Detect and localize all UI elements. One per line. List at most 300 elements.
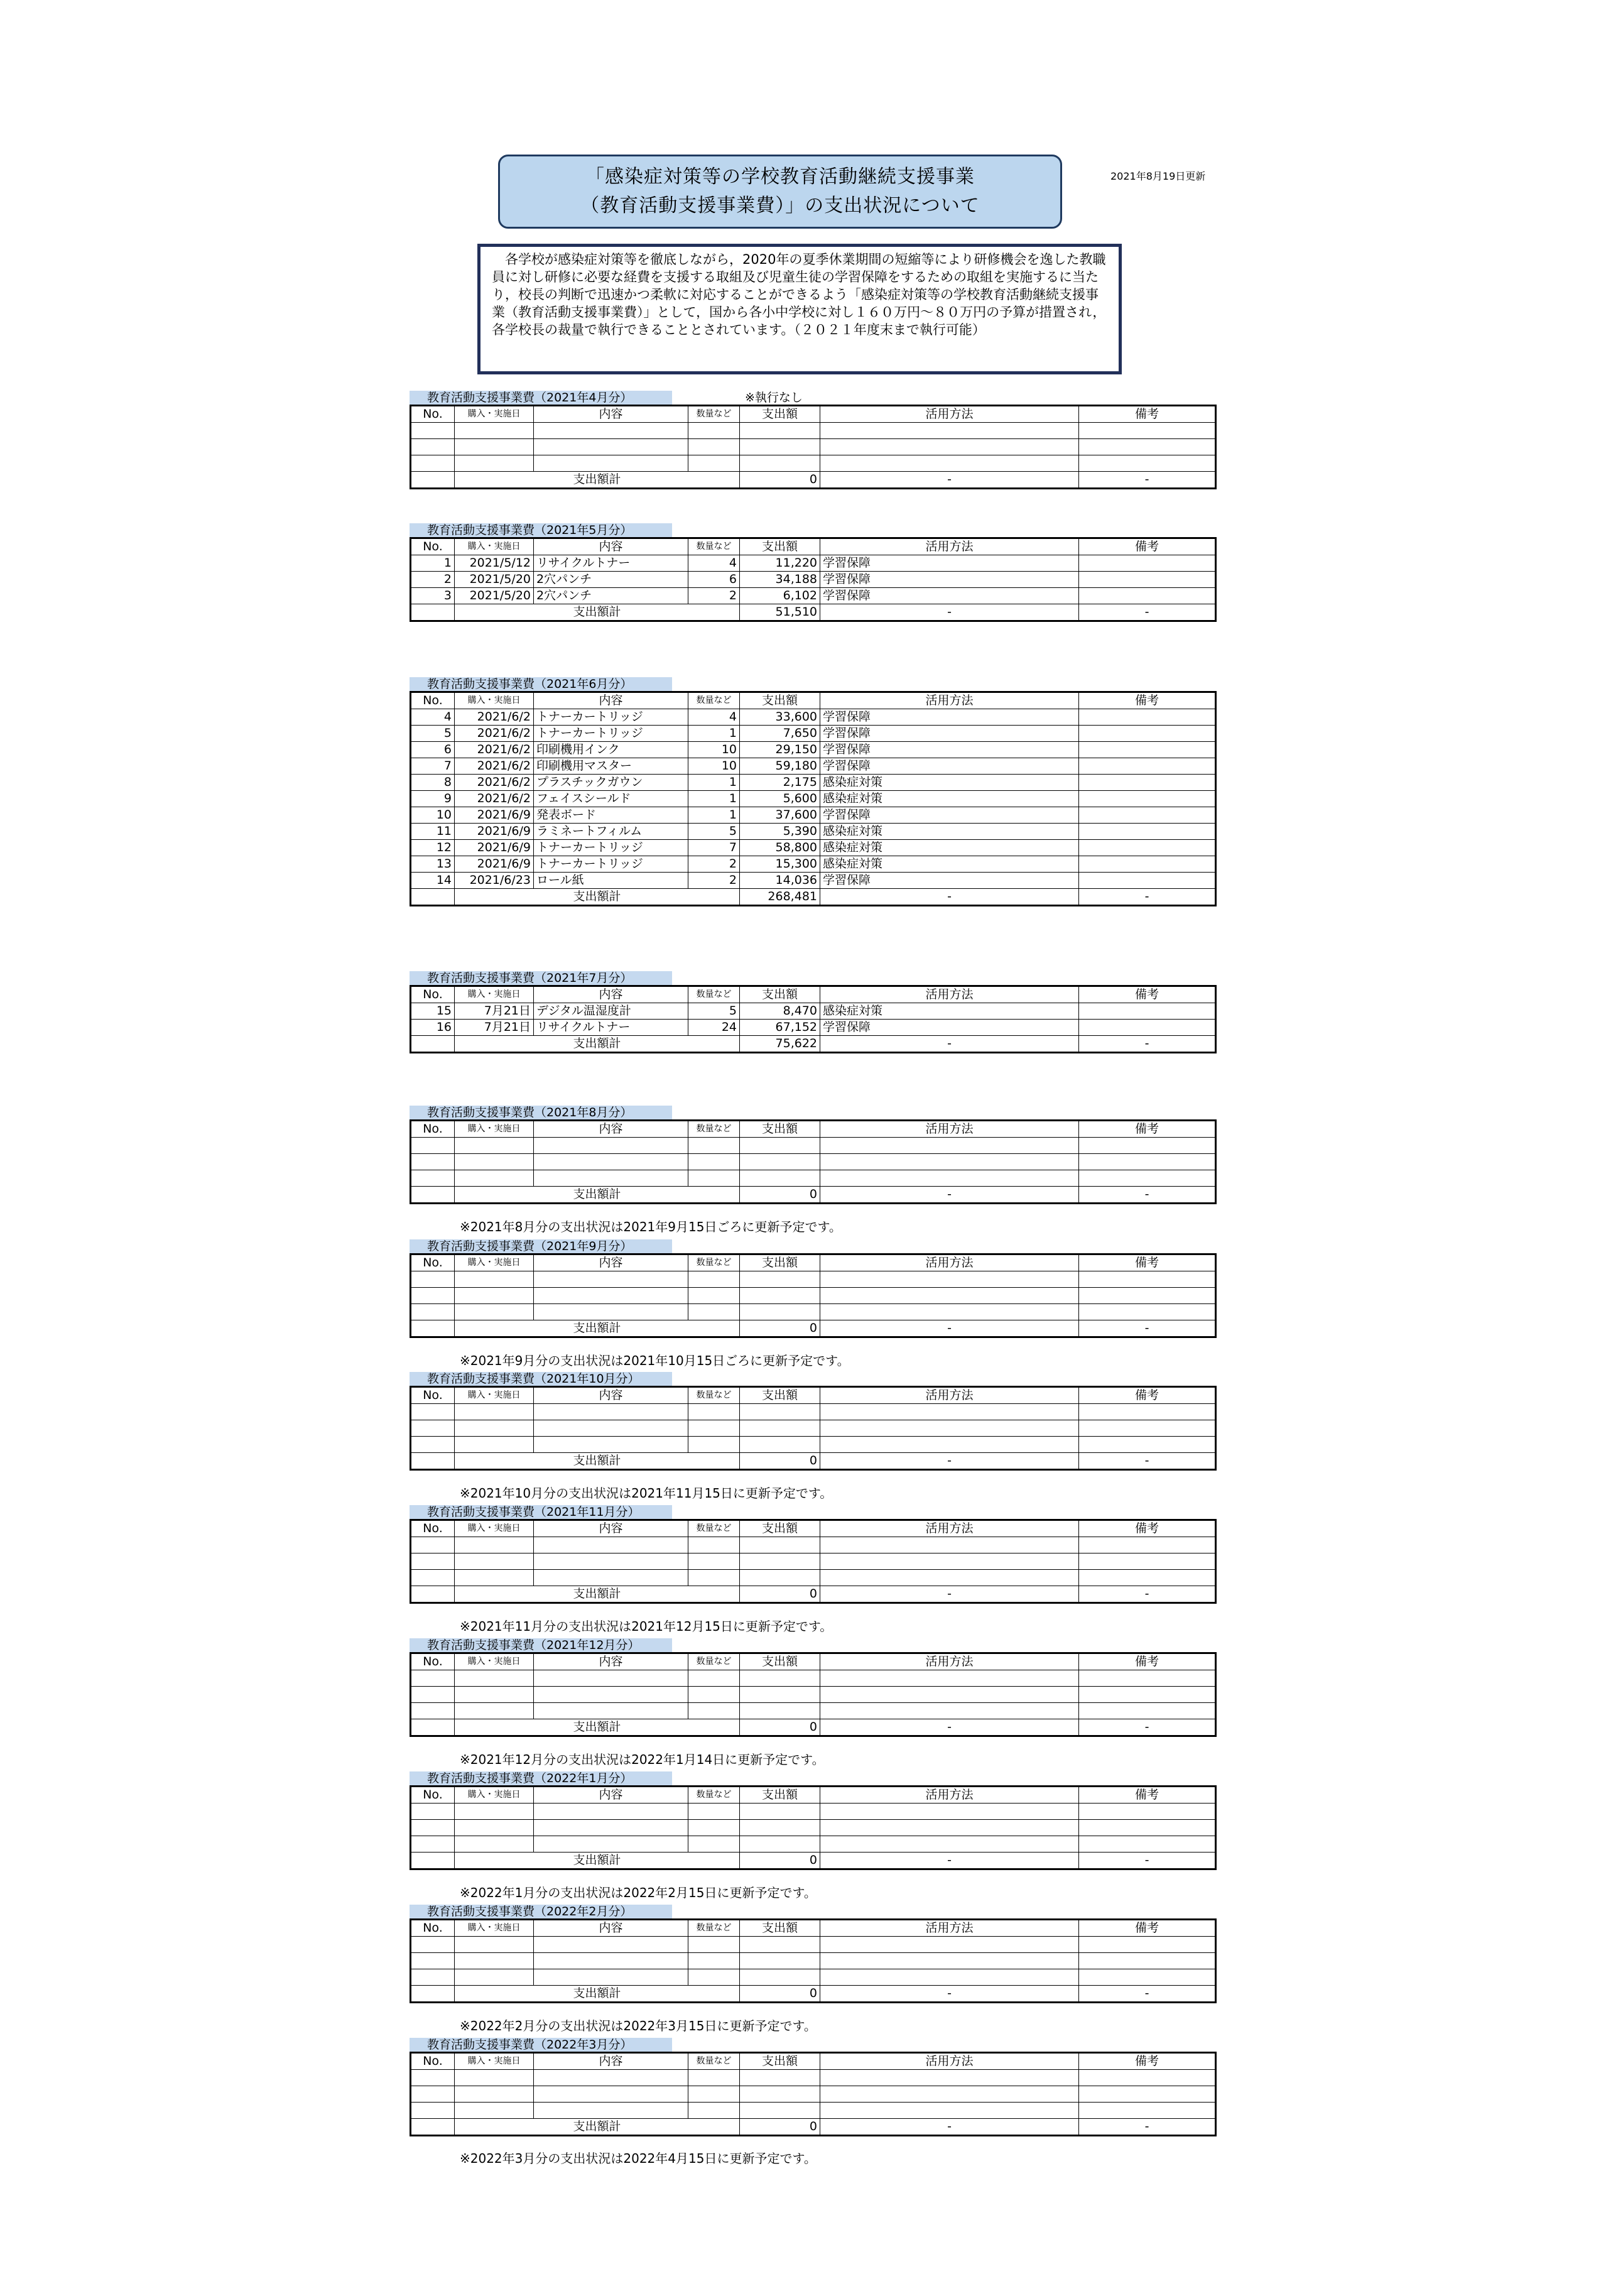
- update-date: 2021年8月19日更新: [1110, 170, 1206, 182]
- cell-qty: 1: [688, 791, 740, 807]
- table-row: [411, 572, 1216, 588]
- header-amount: 支出額: [740, 538, 820, 555]
- empty-cell: [1079, 1937, 1216, 1953]
- empty-cell: [740, 1804, 820, 1820]
- empty-cell: [411, 1937, 455, 1953]
- header-qty: 数量など: [688, 1787, 740, 1804]
- header-no: No.: [411, 1121, 455, 1138]
- empty-cell: [455, 1420, 534, 1437]
- header-remarks: 備考: [1079, 1920, 1216, 1937]
- table-row-empty: [411, 1804, 1216, 1820]
- cell-content: トナーカートリッジ: [534, 856, 688, 873]
- empty-cell: [534, 2103, 688, 2119]
- total-usage-dash: -: [820, 1586, 1079, 1603]
- cell-content: トナーカートリッジ: [534, 840, 688, 856]
- table-row-empty: [411, 2103, 1216, 2119]
- header-usage: 活用方法: [820, 692, 1079, 709]
- empty-cell: [534, 1304, 688, 1320]
- total-row: [411, 1320, 1216, 1337]
- cell-usage: 学習保障: [820, 742, 1079, 758]
- empty-cell: [455, 1703, 534, 1719]
- cell-usage: 感染症対策: [820, 824, 1079, 840]
- empty-cell: [740, 1404, 820, 1420]
- cell-date: 2021/6/2: [455, 742, 534, 758]
- empty-cell: [411, 1288, 455, 1304]
- empty-cell: [455, 1138, 534, 1154]
- cell-usage: 学習保障: [820, 555, 1079, 572]
- header-date: 購入・実施日: [455, 1520, 534, 1537]
- header-remarks: 備考: [1079, 986, 1216, 1003]
- cell-date: 2021/6/2: [455, 709, 534, 726]
- header-content: 内容: [534, 1920, 688, 1937]
- empty-cell: [411, 1154, 455, 1170]
- empty-cell: [534, 1537, 688, 1553]
- cell-no: 7: [411, 758, 455, 775]
- empty-cell: [820, 423, 1079, 439]
- header-qty: 数量など: [688, 1121, 740, 1138]
- cell-no: 3: [411, 588, 455, 604]
- total-row: [411, 889, 1216, 906]
- empty-cell: [1079, 1404, 1216, 1420]
- empty-cell: [740, 1304, 820, 1320]
- empty-cell: [534, 1804, 688, 1820]
- header-date: 購入・実施日: [455, 2053, 534, 2070]
- table-row: [411, 775, 1216, 791]
- header-qty: 数量など: [688, 1920, 740, 1937]
- cell-remarks: [1079, 555, 1216, 572]
- cell-amount: 2,175: [740, 775, 820, 791]
- empty-cell: [1079, 1271, 1216, 1288]
- header-date: 購入・実施日: [455, 406, 534, 423]
- table-header-row: [411, 538, 1216, 555]
- cell-no: 15: [411, 1003, 455, 1020]
- empty-cell: [534, 1836, 688, 1853]
- header-amount: 支出額: [740, 1520, 820, 1537]
- header-usage: 活用方法: [820, 1121, 1079, 1138]
- empty-cell: [688, 1937, 740, 1953]
- expenditure-section: [410, 677, 1215, 906]
- empty-cell: [688, 1820, 740, 1836]
- empty-cell: [411, 1836, 455, 1853]
- header-amount: 支出額: [740, 1653, 820, 1670]
- update-footnote: ※2022年3月分の支出状況は2022年4月15日に更新予定です。: [460, 2151, 817, 2166]
- update-footnote: ※2021年9月分の支出状況は2021年10月15日ごろに更新予定です。: [460, 1353, 850, 1368]
- total-remarks-dash: -: [1079, 1036, 1216, 1053]
- expenditure-table: [410, 1918, 1217, 2003]
- table-row-empty: [411, 1271, 1216, 1288]
- total-amount: 0: [740, 2119, 820, 2136]
- update-footnote: ※2022年2月分の支出状況は2022年3月15日に更新予定です。: [460, 2018, 817, 2033]
- table-row: [411, 840, 1216, 856]
- empty-cell: [534, 2070, 688, 2086]
- cell-date: 7月21日: [455, 1020, 534, 1036]
- header-content: 内容: [534, 2053, 688, 2070]
- total-remarks-dash: -: [1079, 1986, 1216, 2003]
- total-spacer: [411, 604, 455, 621]
- empty-cell: [1079, 439, 1216, 455]
- header-content: 内容: [534, 1653, 688, 1670]
- empty-cell: [411, 1703, 455, 1719]
- cell-amount: 5,600: [740, 791, 820, 807]
- empty-cell: [1079, 1670, 1216, 1687]
- empty-cell: [820, 1804, 1079, 1820]
- total-amount: 51,510: [740, 604, 820, 621]
- header-content: 内容: [534, 1387, 688, 1404]
- table-row-empty: [411, 1420, 1216, 1437]
- cell-remarks: [1079, 742, 1216, 758]
- empty-cell: [1079, 1288, 1216, 1304]
- empty-cell: [688, 423, 740, 439]
- expenditure-section: [410, 1905, 1215, 2003]
- empty-cell: [411, 1687, 455, 1703]
- total-spacer: [411, 1853, 455, 1869]
- total-spacer: [411, 1320, 455, 1337]
- cell-date: 2021/5/12: [455, 555, 534, 572]
- header-usage: 活用方法: [820, 1653, 1079, 1670]
- table-row-empty: [411, 1138, 1216, 1154]
- table-row-empty: [411, 2086, 1216, 2103]
- cell-qty: 5: [688, 824, 740, 840]
- cell-remarks: [1079, 873, 1216, 889]
- table-row-empty: [411, 2070, 1216, 2086]
- update-footnote: ※2021年11月分の支出状況は2021年12月15日に更新予定です。: [460, 1619, 833, 1634]
- empty-cell: [740, 1570, 820, 1586]
- empty-cell: [820, 1553, 1079, 1570]
- empty-cell: [1079, 1138, 1216, 1154]
- table-row-empty: [411, 1154, 1216, 1170]
- header-date: 購入・実施日: [455, 1121, 534, 1138]
- header-no: No.: [411, 406, 455, 423]
- empty-cell: [411, 1170, 455, 1187]
- total-row: [411, 1187, 1216, 1204]
- empty-cell: [1079, 1553, 1216, 1570]
- empty-cell: [455, 1404, 534, 1420]
- header-remarks: 備考: [1079, 692, 1216, 709]
- total-amount: 0: [740, 1719, 820, 1736]
- header-date: 購入・実施日: [455, 1254, 534, 1271]
- table-row: [411, 758, 1216, 775]
- table-row-empty: [411, 1553, 1216, 1570]
- total-amount: 0: [740, 1320, 820, 1337]
- header-usage: 活用方法: [820, 1387, 1079, 1404]
- update-footnote: ※2021年10月分の支出状況は2021年11月15日に更新予定です。: [460, 1486, 833, 1501]
- cell-remarks: [1079, 709, 1216, 726]
- cell-no: 16: [411, 1020, 455, 1036]
- empty-cell: [534, 1820, 688, 1836]
- header-remarks: 備考: [1079, 1787, 1216, 1804]
- header-remarks: 備考: [1079, 2053, 1216, 2070]
- header-no: No.: [411, 1387, 455, 1404]
- table-header-row: [411, 1920, 1216, 1937]
- empty-cell: [534, 1271, 688, 1288]
- table-row-empty: [411, 1404, 1216, 1420]
- empty-cell: [455, 1836, 534, 1853]
- expenditure-section: [410, 971, 1215, 1053]
- total-remarks-dash: -: [1079, 1453, 1216, 1470]
- cell-usage: 学習保障: [820, 709, 1079, 726]
- expenditure-section: [410, 1771, 1215, 1870]
- cell-content: デジタル温湿度計: [534, 1003, 688, 1020]
- total-usage-dash: -: [820, 1187, 1079, 1204]
- header-content: 内容: [534, 692, 688, 709]
- total-remarks-dash: -: [1079, 1586, 1216, 1603]
- expenditure-section: [410, 1505, 1215, 1604]
- total-amount: 0: [740, 1187, 820, 1204]
- table-header-row: [411, 1254, 1216, 1271]
- table-header-row: [411, 1121, 1216, 1138]
- cell-usage: 学習保障: [820, 588, 1079, 604]
- table-row-empty: [411, 1570, 1216, 1586]
- cell-usage: 感染症対策: [820, 775, 1079, 791]
- header-qty: 数量など: [688, 692, 740, 709]
- empty-cell: [688, 439, 740, 455]
- empty-cell: [740, 1420, 820, 1437]
- cell-remarks: [1079, 824, 1216, 840]
- header-date: 購入・実施日: [455, 1787, 534, 1804]
- empty-cell: [411, 1820, 455, 1836]
- cell-content: プラスチックガウン: [534, 775, 688, 791]
- empty-cell: [534, 1288, 688, 1304]
- empty-cell: [688, 1271, 740, 1288]
- section-label: 教育活動支援事業費（2021年6月分）: [410, 677, 672, 691]
- empty-cell: [688, 1138, 740, 1154]
- header-qty: 数量など: [688, 1387, 740, 1404]
- cell-content: ラミネートフィルム: [534, 824, 688, 840]
- empty-cell: [455, 455, 534, 472]
- empty-cell: [411, 2070, 455, 2086]
- empty-cell: [534, 1670, 688, 1687]
- cell-remarks: [1079, 791, 1216, 807]
- empty-cell: [688, 1420, 740, 1437]
- header-usage: 活用方法: [820, 1920, 1079, 1937]
- empty-cell: [455, 1687, 534, 1703]
- total-spacer: [411, 2119, 455, 2136]
- header-remarks: 備考: [1079, 1387, 1216, 1404]
- header-content: 内容: [534, 1787, 688, 1804]
- cell-content: 印刷機用インク: [534, 742, 688, 758]
- empty-cell: [820, 439, 1079, 455]
- total-row: [411, 1586, 1216, 1603]
- empty-cell: [740, 1271, 820, 1288]
- table-row: [411, 1020, 1216, 1036]
- cell-remarks: [1079, 572, 1216, 588]
- update-footnote: ※2022年1月分の支出状況は2022年2月15日に更新予定です。: [460, 1885, 817, 1900]
- section-note: ※執行なし: [745, 391, 803, 405]
- cell-no: 5: [411, 726, 455, 742]
- empty-cell: [820, 1670, 1079, 1687]
- empty-cell: [455, 1304, 534, 1320]
- section-label: 教育活動支援事業費（2022年2月分）: [410, 1905, 672, 1918]
- table-row-empty: [411, 1437, 1216, 1453]
- cell-no: 1: [411, 555, 455, 572]
- cell-no: 2: [411, 572, 455, 588]
- cell-date: 7月21日: [455, 1003, 534, 1020]
- empty-cell: [534, 1170, 688, 1187]
- header-date: 購入・実施日: [455, 1387, 534, 1404]
- header-qty: 数量など: [688, 986, 740, 1003]
- total-remarks-dash: -: [1079, 1853, 1216, 1869]
- expenditure-table: [410, 405, 1217, 489]
- empty-cell: [1079, 1170, 1216, 1187]
- empty-cell: [820, 1304, 1079, 1320]
- cell-usage: 学習保障: [820, 873, 1079, 889]
- empty-cell: [740, 1703, 820, 1719]
- empty-cell: [411, 2103, 455, 2119]
- empty-cell: [740, 1437, 820, 1453]
- cell-remarks: [1079, 1020, 1216, 1036]
- empty-cell: [688, 1537, 740, 1553]
- empty-cell: [740, 1138, 820, 1154]
- empty-cell: [455, 1804, 534, 1820]
- empty-cell: [411, 1404, 455, 1420]
- empty-cell: [688, 2070, 740, 2086]
- empty-cell: [688, 1953, 740, 1969]
- expenditure-table: [410, 1652, 1217, 1737]
- empty-cell: [411, 1953, 455, 1969]
- cell-amount: 29,150: [740, 742, 820, 758]
- empty-cell: [820, 455, 1079, 472]
- empty-cell: [534, 1437, 688, 1453]
- cell-amount: 59,180: [740, 758, 820, 775]
- update-footnote: ※2021年12月分の支出状況は2022年1月14日に更新予定です。: [460, 1752, 825, 1767]
- cell-qty: 1: [688, 775, 740, 791]
- total-usage-dash: -: [820, 2119, 1079, 2136]
- cell-amount: 58,800: [740, 840, 820, 856]
- cell-amount: 14,036: [740, 873, 820, 889]
- header-remarks: 備考: [1079, 1653, 1216, 1670]
- cell-remarks: [1079, 1003, 1216, 1020]
- header-no: No.: [411, 986, 455, 1003]
- cell-content: 2穴パンチ: [534, 588, 688, 604]
- header-amount: 支出額: [740, 1387, 820, 1404]
- empty-cell: [820, 1154, 1079, 1170]
- empty-cell: [534, 1687, 688, 1703]
- intro-text: 各学校が感染症対策等を徹底しながら，2020年の夏季休業期間の短縮等により研修機会を逸した教職員に対し研修に必要な経費を支援する取組及び児童生徒の学習保障をするための取組を実施するに当たり，校長の判断で迅速かつ柔軟に対応することができるよう「感染症対策等の学校教育活動継続支援事業（教育活動支援事業費）」として，国から各小中学校に対し１６０万円～８０万円の予算が措置され，各学校長の裁量で執行できることとされています。（２０２１年度末まで執行可能）: [477, 244, 1122, 374]
- empty-cell: [688, 1404, 740, 1420]
- cell-usage: 感染症対策: [820, 791, 1079, 807]
- cell-content: 印刷機用マスター: [534, 758, 688, 775]
- empty-cell: [740, 2086, 820, 2103]
- empty-cell: [688, 455, 740, 472]
- empty-cell: [411, 1138, 455, 1154]
- table-row-empty: [411, 1288, 1216, 1304]
- empty-cell: [1079, 1304, 1216, 1320]
- total-label: 支出額計: [455, 1320, 740, 1337]
- empty-cell: [740, 1937, 820, 1953]
- update-footnote: ※2021年8月分の支出状況は2021年9月15日ごろに更新予定です。: [460, 1219, 842, 1234]
- expenditure-table: [410, 1253, 1217, 1338]
- total-remarks-dash: -: [1079, 1320, 1216, 1337]
- total-label: 支出額計: [455, 2119, 740, 2136]
- cell-date: 2021/6/9: [455, 824, 534, 840]
- empty-cell: [534, 1420, 688, 1437]
- empty-cell: [455, 1288, 534, 1304]
- header-usage: 活用方法: [820, 1520, 1079, 1537]
- total-row: [411, 604, 1216, 621]
- empty-cell: [1079, 1953, 1216, 1969]
- total-usage-dash: -: [820, 1453, 1079, 1470]
- table-row: [411, 1003, 1216, 1020]
- cell-remarks: [1079, 775, 1216, 791]
- empty-cell: [740, 423, 820, 439]
- total-amount: 0: [740, 1853, 820, 1869]
- empty-cell: [688, 2103, 740, 2119]
- header-content: 内容: [534, 538, 688, 555]
- header-usage: 活用方法: [820, 2053, 1079, 2070]
- cell-amount: 37,600: [740, 807, 820, 824]
- total-row: [411, 2119, 1216, 2136]
- empty-cell: [411, 1804, 455, 1820]
- table-row: [411, 873, 1216, 889]
- empty-cell: [740, 1670, 820, 1687]
- header-amount: 支出額: [740, 1920, 820, 1937]
- expenditure-section: [410, 391, 1215, 489]
- empty-cell: [411, 439, 455, 455]
- section-label: 教育活動支援事業費（2021年9月分）: [410, 1239, 672, 1253]
- header-no: No.: [411, 1653, 455, 1670]
- cell-no: 13: [411, 856, 455, 873]
- expenditure-table: [410, 1785, 1217, 1870]
- empty-cell: [820, 1836, 1079, 1853]
- table-header-row: [411, 1387, 1216, 1404]
- table-row-empty: [411, 1836, 1216, 1853]
- empty-cell: [688, 1288, 740, 1304]
- total-spacer: [411, 1453, 455, 1470]
- table-header-row: [411, 986, 1216, 1003]
- header-qty: 数量など: [688, 406, 740, 423]
- cell-content: ロール紙: [534, 873, 688, 889]
- total-usage-dash: -: [820, 1719, 1079, 1736]
- total-label: 支出額計: [455, 1036, 740, 1053]
- cell-usage: 学習保障: [820, 726, 1079, 742]
- empty-cell: [534, 1937, 688, 1953]
- table-row: [411, 856, 1216, 873]
- cell-amount: 11,220: [740, 555, 820, 572]
- table-row-empty: [411, 1687, 1216, 1703]
- header-qty: 数量など: [688, 1520, 740, 1537]
- table-row-empty: [411, 1670, 1216, 1687]
- empty-cell: [820, 1138, 1079, 1154]
- empty-cell: [455, 2070, 534, 2086]
- empty-cell: [534, 2086, 688, 2103]
- empty-cell: [688, 1553, 740, 1570]
- total-amount: 0: [740, 1586, 820, 1603]
- empty-cell: [688, 1437, 740, 1453]
- empty-cell: [1079, 1836, 1216, 1853]
- expenditure-table: [410, 985, 1217, 1053]
- empty-cell: [534, 1703, 688, 1719]
- total-row: [411, 1036, 1216, 1053]
- expenditure-table: [410, 691, 1217, 906]
- cell-remarks: [1079, 856, 1216, 873]
- empty-cell: [740, 1969, 820, 1986]
- total-spacer: [411, 889, 455, 906]
- table-row-empty: [411, 423, 1216, 439]
- total-spacer: [411, 1719, 455, 1736]
- cell-date: 2021/6/2: [455, 791, 534, 807]
- header-amount: 支出額: [740, 2053, 820, 2070]
- empty-cell: [1079, 1420, 1216, 1437]
- table-row-empty: [411, 1537, 1216, 1553]
- empty-cell: [411, 1553, 455, 1570]
- total-label: 支出額計: [455, 604, 740, 621]
- expenditure-section: [410, 1106, 1215, 1204]
- total-usage-dash: -: [820, 1320, 1079, 1337]
- empty-cell: [688, 1836, 740, 1853]
- empty-cell: [455, 1437, 534, 1453]
- total-spacer: [411, 1586, 455, 1603]
- total-row: [411, 472, 1216, 489]
